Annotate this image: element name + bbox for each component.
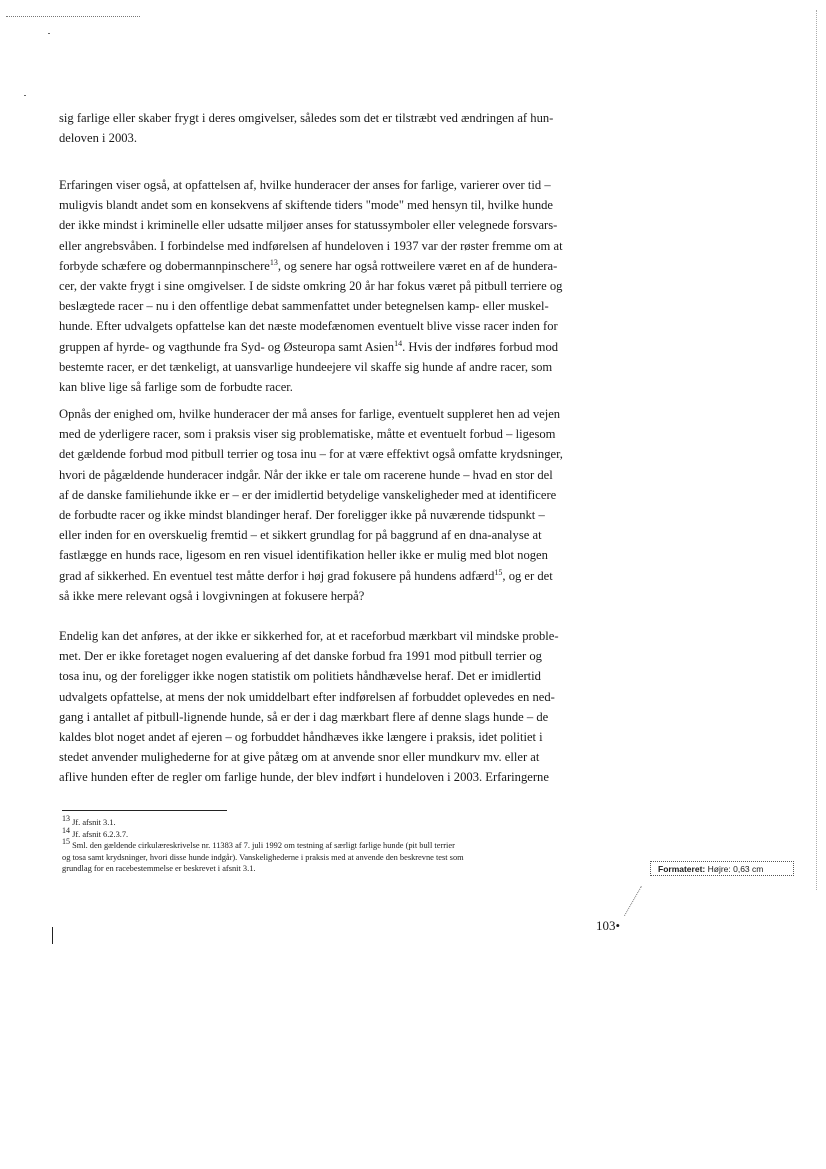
text-segment: fastlægge en hunds race, ligesom en ren visuel identifikation heller ikke er mulig med blot nogen	[59, 548, 548, 563]
comment-text: Højre: 0,63 cm	[707, 864, 764, 874]
text-segment: af de danske familiehunde ikke er – er der imidlertid betydelige vanskeligheder med at identificere	[59, 487, 557, 502]
text-line	[59, 747, 614, 767]
footnote-text: Jf. afsnit 3.1.	[72, 818, 116, 827]
text-line	[59, 357, 614, 377]
text-line	[59, 646, 614, 666]
footnote-line	[62, 852, 622, 864]
paragraph-3	[59, 404, 614, 606]
text-line	[59, 767, 614, 787]
text-segment: så ikke mere relevant også i lovgivningen at fokusere herpå?	[59, 588, 365, 603]
text-segment: kaldes blot noget andet af ejeren – og forbuddet håndhæves ikke længere i praksis, idet politiet i	[59, 730, 543, 745]
footnote-reference: 15	[494, 567, 503, 577]
text-segment: stedet anvender mulighederne for at give påtæg om at anvende snor eller mundkurv mv. eller at	[59, 750, 540, 765]
paragraph-4	[59, 626, 614, 788]
text-line	[59, 296, 614, 316]
footnote-text: og tosa samt krydsninger, hvori disse hunde indgår). Vanskelighederne i praksis med at anvende den beskrevne test som	[62, 852, 464, 862]
text-segment: gruppen af hyrde- og vagthunde fra Syd- og Østeuropa samt Asien	[59, 339, 395, 354]
text-segment: , og senere har også rottweilere været en af de hundera-	[277, 258, 558, 273]
text-segment: hunde. Efter udvalgets opfattelse kan det næste modefænomen eventuelt blive visse racer inden for	[59, 319, 558, 334]
footnote-text: Jf. afsnit 6.2.3.7.	[72, 829, 129, 839]
text-segment: sig farlige eller skaber frygt i deres omgivelser, således som det er tilstræbt ved ændringen af hun-	[59, 111, 554, 125]
text-segment: muligvis blandt andet som en konsekvens af skiftende tiders "mode" med hensyn til, hvilke hunde	[59, 198, 554, 213]
footnote-line	[62, 863, 622, 875]
text-segment: met. Der er ikke foretaget nogen evaluering af det danske forbud fra 1991 mod pitbull terrier og	[59, 649, 542, 664]
footnote-reference: 13	[269, 257, 278, 267]
comment-leader-line	[624, 886, 642, 916]
text-line	[59, 404, 614, 424]
text-segment: bestemte racer, er det tænkeligt, at uansvarlige hundeejere vil skaffe sig hunde af andre racer, som	[59, 359, 553, 374]
text-line	[59, 215, 614, 235]
text-line	[59, 727, 614, 747]
text-line	[59, 337, 614, 357]
text-line	[59, 195, 614, 215]
text-segment: det gældende forbud mod pitbull terrier og tosa inu – for at være effektivt også omfatte krydsninger,	[59, 447, 563, 462]
text-line	[59, 586, 614, 606]
text-line	[59, 256, 614, 276]
text-segment: udvalgets opfattelse, at mens der nok umiddelbart efter indførelsen af forbuddet oplevedes en ned-	[59, 689, 555, 704]
text-segment: med de yderligere racer, som i praksis viser sig problematiske, måtte et eventuelt forbud – ligesom	[59, 427, 556, 442]
text-line	[59, 485, 614, 505]
text-line	[59, 666, 614, 686]
text-segment: , og er det	[502, 568, 553, 583]
text-line	[59, 377, 614, 397]
header-dotted-line	[6, 16, 140, 17]
text-cursor	[52, 927, 53, 944]
text-segment: de forbudte racer og ikke mindst blandinger heraf. Der foreligger ikke på nuværende tidspunkt –	[59, 508, 545, 523]
text-segment: der ikke mindst i kriminelle eller udsatte miljøer anses for statussymboler eller velegnede forsvars-	[59, 218, 558, 233]
text-line	[59, 128, 614, 148]
text-segment: forbyde schæfere og dobermannpinschere	[59, 258, 270, 273]
scan-speck	[48, 33, 50, 34]
footnote-text: grundlag for en racebestemmelse er beskrevet i afsnit 3.1.	[62, 864, 256, 874]
footnote-number: 15	[62, 837, 70, 847]
text-segment: cer, der vakte frygt i sine omgivelser. I de sidste omkring 20 år har fokus været på pitbull terriere og	[59, 279, 563, 294]
text-line	[59, 566, 614, 586]
text-line	[59, 545, 614, 565]
text-line	[59, 276, 614, 296]
text-segment: . Hvis der indføres forbud mod	[402, 339, 559, 354]
page-number: 103•	[596, 918, 621, 933]
footnote-line	[62, 825, 622, 841]
margin-dotted-line	[816, 10, 817, 890]
footnote-line	[62, 837, 622, 852]
text-segment: Erfaringen viser også, at opfattelsen af, hvilke hunderacer der anses for farlige, varierer over tid –	[59, 178, 551, 192]
text-segment: beslægtede racer – nu i den offentlige debat sammenfattet under betegnelsen kamp- eller muskel-	[59, 299, 549, 314]
text-line	[59, 175, 614, 195]
text-segment: hvori de pågældende hunderacer indgår. Når der ikke er tale om racerene hunde – hvad en stor del	[59, 467, 553, 482]
text-segment: eller angrebsvåben. I forbindelse med indførelsen af hundeloven i 1937 var der røster fremme om at	[59, 238, 563, 253]
text-segment: Endelig kan det anføres, at der ikke er sikkerhed for, at et raceforbud mærkbart vil mindske proble-	[59, 629, 559, 643]
paragraph-1	[59, 108, 614, 148]
text-line	[59, 465, 614, 485]
text-segment: grad af sikkerhed. En eventuel test måtte derfor i høj grad fokusere på hundens adfærd	[59, 568, 495, 583]
formatting-comment-balloon[interactable]	[650, 861, 794, 876]
footnote-number: 13	[62, 814, 70, 824]
footnote-line	[62, 814, 622, 829]
comment-label: Formateret:	[658, 864, 706, 874]
text-line	[59, 525, 614, 545]
text-line	[59, 707, 614, 727]
text-line	[59, 424, 614, 444]
text-line	[59, 687, 614, 707]
footnote-text: Sml. den gældende cirkulæreskrivelse nr. 11383 af 7. juli 1992 om testning af særligt farlige hunde (pit bull terrier	[72, 841, 455, 851]
text-segment: deloven i 2003.	[59, 131, 137, 146]
text-segment: tosa inu, og der foreligger ikke nogen statistik om politiets håndhævelse heraf. Det er imidlertid	[59, 669, 541, 684]
footnote-separator	[62, 810, 227, 811]
footnote-reference: 14	[394, 338, 403, 348]
footnotes	[62, 814, 622, 875]
text-line	[59, 626, 614, 646]
text-segment: eller inden for en overskuelig fremtid – et sikkert grundlag for på baggrund af en dna-analyse at	[59, 528, 542, 543]
text-line	[59, 236, 614, 256]
text-line	[59, 505, 614, 525]
text-segment: gang i antallet af pitbull-lignende hunde, så er der i dag mærkbart flere af denne slags hunde – de	[59, 709, 549, 724]
text-segment: aflive hunden efter de regler om farlige hunde, der blev indført i hundeloven i 2003. Erfaringerne	[59, 770, 549, 785]
text-line	[59, 108, 614, 128]
paragraph-2	[59, 175, 614, 397]
footnote-number: 14	[62, 825, 70, 835]
text-segment: kan blive lige så farlige som de forbudte racer.	[59, 380, 293, 395]
text-line	[59, 316, 614, 336]
text-line	[59, 444, 614, 464]
scan-speck	[24, 95, 26, 96]
text-segment: Opnås der enighed om, hvilke hunderacer der må anses for farlige, eventuelt suppleret hen ad vejen	[59, 407, 561, 421]
